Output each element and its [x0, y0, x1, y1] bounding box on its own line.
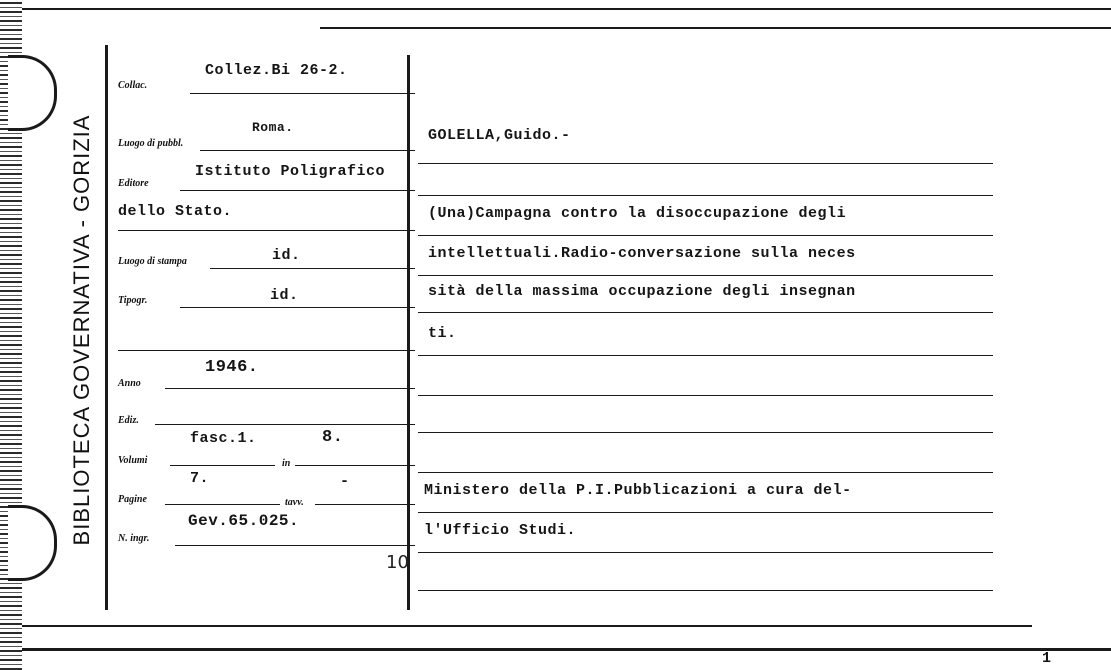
line-pagine	[165, 504, 280, 505]
line-n-ingr	[175, 545, 415, 546]
right-line-5	[418, 312, 993, 313]
right-line-8	[418, 432, 993, 433]
entry-note-line2: l'Ufficio Studi.	[424, 522, 577, 539]
label-collocazione: Collac.	[118, 80, 148, 91]
line-editore	[180, 190, 415, 191]
right-line-4	[418, 275, 993, 276]
right-line-1	[418, 163, 993, 164]
value-tipogr: id.	[270, 287, 299, 304]
line-blank	[118, 350, 415, 351]
value-luogo-pubbl: Roma.	[252, 120, 294, 135]
bottom-border-line-2	[22, 648, 1111, 651]
label-tavv: tavv.	[285, 497, 304, 508]
punch-hole-top	[8, 55, 57, 131]
label-luogo-pubbl: Luogo di pubbl.	[118, 138, 184, 149]
value-volumi: fasc.1.	[190, 430, 257, 447]
punch-hole-bottom	[8, 505, 57, 581]
entry-note-line1: Ministero della P.I.Pubblicazioni a cura del-	[424, 482, 852, 499]
value-editore-line1: Istituto Poligrafico	[195, 163, 386, 180]
label-luogo-stampa: Luogo di stampa	[118, 256, 187, 267]
value-n-ingr: Gev.65.025.	[188, 512, 300, 530]
line-edic	[155, 424, 415, 425]
bottom-border-line	[22, 625, 1032, 627]
line-luogo-pubbl	[200, 150, 415, 151]
line-in	[295, 465, 415, 466]
right-line-7	[418, 395, 993, 396]
middle-divider-line	[407, 55, 410, 610]
entry-author: GOLELLA,Guido.-	[428, 127, 571, 144]
page-number: 1	[1042, 650, 1052, 667]
line-collocazione	[190, 93, 415, 94]
right-line-12	[418, 590, 993, 591]
label-anno: Anno	[118, 378, 141, 389]
value-in: 8.	[322, 428, 344, 447]
right-line-3	[418, 235, 993, 236]
label-edic: Ediz.	[118, 415, 139, 426]
label-volumi: Volumi	[118, 455, 148, 466]
right-line-2	[418, 195, 993, 196]
value-luogo-stampa: id.	[272, 247, 301, 264]
line-luogo-stampa	[210, 268, 415, 269]
label-editore: Editore	[118, 178, 149, 189]
right-line-10	[418, 512, 993, 513]
label-n-ingr: N. ingr.	[118, 533, 150, 544]
left-card-line	[105, 45, 108, 610]
label-in: in	[282, 458, 291, 469]
corner-mark: 10	[386, 552, 409, 573]
right-line-6	[418, 355, 993, 356]
label-tipogr: Tipogr.	[118, 295, 148, 306]
line-anno	[165, 388, 415, 389]
entry-title-line2: intellettuali.Radio-conversazione sulla neces	[428, 245, 856, 262]
entry-title-line4: ti.	[428, 325, 457, 342]
right-line-11	[418, 552, 993, 553]
value-collocazione: Collez.Bi 26-2.	[205, 62, 348, 79]
top-border-line-2	[320, 27, 1111, 29]
value-editore-line2: dello Stato.	[118, 203, 233, 220]
label-pagine: Pagine	[118, 494, 147, 505]
line-tavv	[315, 504, 415, 505]
value-anno: 1946.	[205, 358, 259, 377]
line-volumi	[170, 465, 275, 466]
value-pagine: 7.	[190, 470, 210, 487]
entry-title-line3: sità della massima occupazione degli insegnan	[428, 283, 856, 300]
right-line-9	[418, 472, 993, 473]
library-side-text: BIBLIOTECA GOVERNATIVA - GORIZIA	[69, 114, 94, 546]
line-tipogr	[180, 307, 415, 308]
entry-title-line1: (Una)Campagna contro la disoccupazione degli	[428, 205, 847, 222]
top-border-line	[22, 8, 1111, 10]
value-tavv: -	[340, 473, 350, 490]
line-editore-2	[118, 230, 415, 231]
